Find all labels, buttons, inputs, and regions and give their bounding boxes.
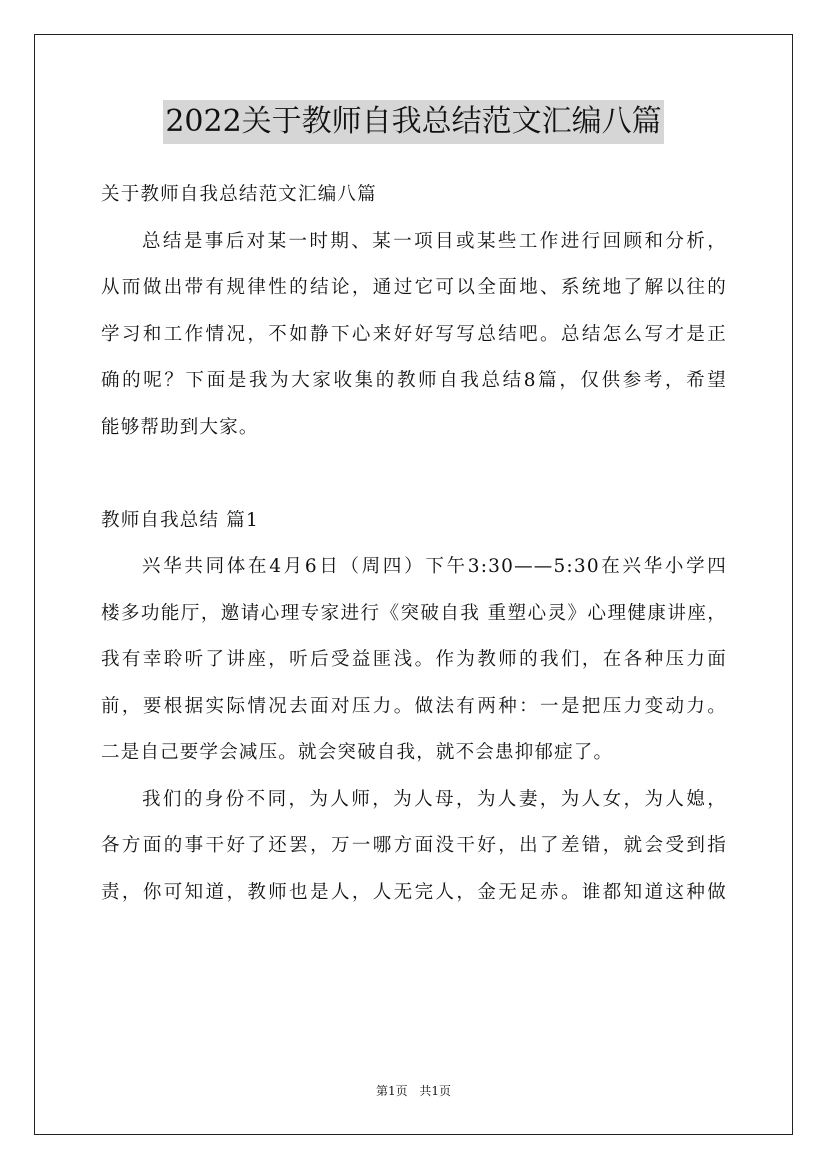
paragraph-line: 楼多功能厅，邀请心理专家进行《突破自我 重塑心灵》心理健康讲座， (101, 602, 727, 624)
paragraph-line: 兴华共同体在4月6日（周四）下午3:30——5:30在兴华小学四 (142, 556, 727, 577)
title-container (0, 100, 827, 144)
intro-line: 从而做出带有规律性的结论，通过它可以全面地、系统地了解以往的 (101, 277, 727, 298)
intro-line: 能够帮助到大家。 (101, 416, 259, 438)
page-total: 共1页 (419, 1084, 452, 1098)
document-title: 2022关于教师自我总结范文汇编八篇 (163, 100, 663, 144)
paragraph-line: 二是自己要学会减压。就会突破自我，就不会患抑郁症了。 (101, 742, 614, 763)
spacer (101, 451, 727, 498)
paragraph-line: 我有幸聆听了讲座，听后受益匪浅。作为教师的我们，在各种压力面 (101, 649, 727, 670)
page-number: 第1页 (375, 1084, 408, 1098)
paragraph-line: 各方面的事干好了还罢，万一哪方面没干好，出了差错，就会受到指 (101, 835, 727, 856)
document-subtitle: 关于教师自我总结范文汇编八篇 (101, 184, 377, 205)
paragraph-line: 前，要根据实际情况去面对压力。做法有两种：一是把压力变动力。 (101, 695, 727, 717)
document-body (101, 172, 727, 916)
paragraph-line: 我们的身份不同，为人师，为人母，为人妻，为人女，为人媳， (142, 788, 727, 810)
intro-line: 学习和工作情况，不如静下心来好好写写总结吧。总结怎么写才是正 (101, 323, 727, 345)
intro-line: 总结是事后对某一时期、某一项目或某些工作进行回顾和分析， (142, 230, 727, 252)
page-footer (0, 1082, 827, 1099)
section-heading: 教师自我总结 篇1 (101, 509, 259, 531)
intro-line: 确的呢？下面是我为大家收集的教师自我总结8篇，仅供参考，希望 (101, 370, 727, 391)
paragraph-line: 责，你可知道，教师也是人，人无完人，金无足赤。谁都知道这种做 (101, 881, 727, 903)
